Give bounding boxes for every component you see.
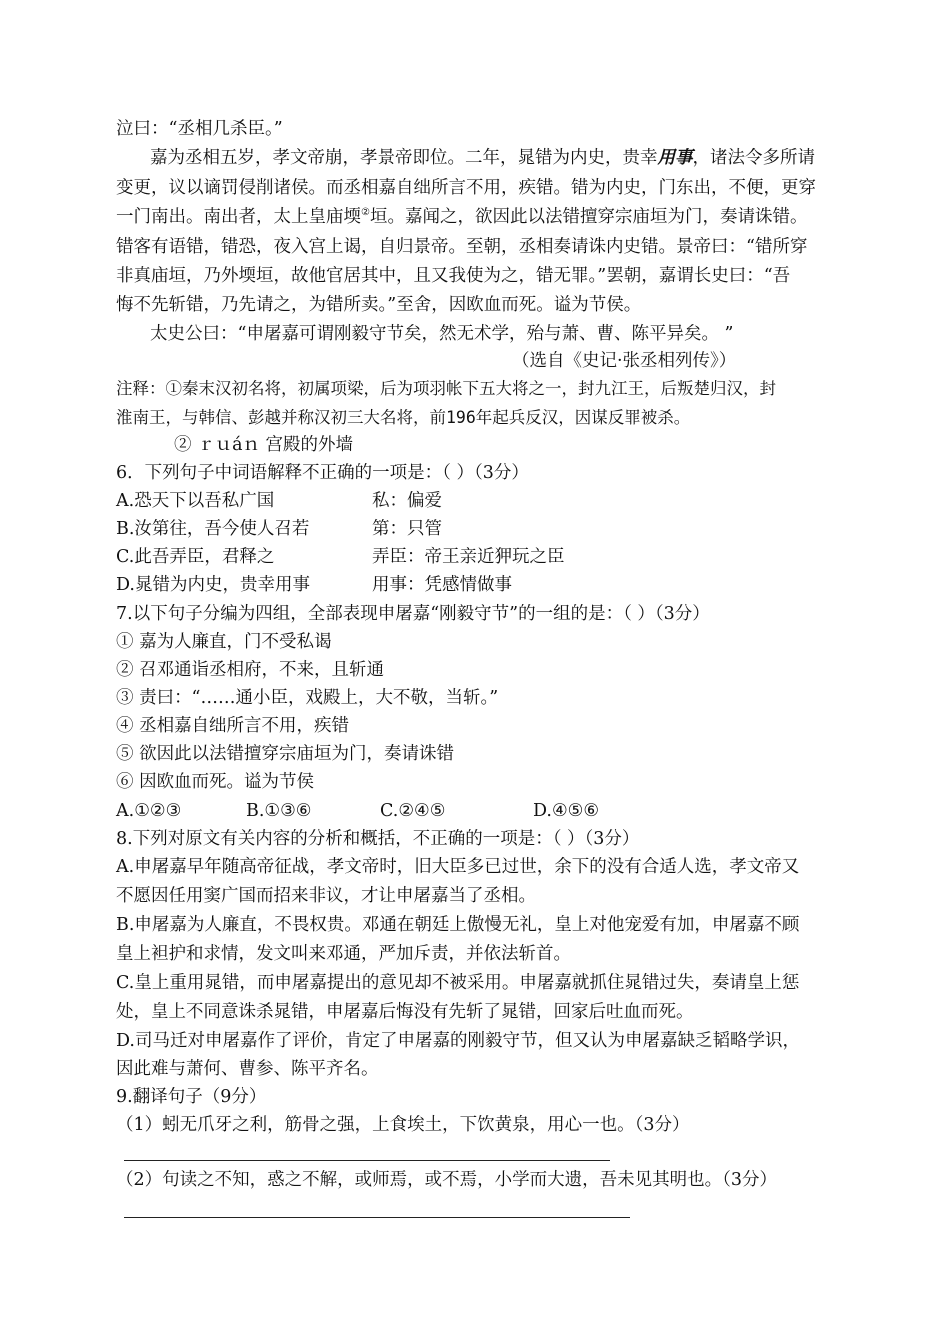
- footnote: 淮南王，与韩信、彭越并称汉初三大名将，前196年起兵反汉，因谋反罪被杀。: [116, 408, 691, 427]
- q8-option: A.申屠嘉早年随高帝征战，孝文帝时，旧大臣多已过世，余下的没有合适人选，孝文帝又: [116, 857, 800, 877]
- passage-line: 嘉为丞相五岁，孝文帝崩，孝景帝即位。二年，晁错为内史，贵幸用事，诸法令多所请: [150, 148, 815, 168]
- answer-line[interactable]: [124, 1217, 630, 1218]
- passage-line: 非真庙垣，乃外堧垣，故他官居其中，且又我使为之，错无罪。”罢朝，嘉谓长史曰：“吾: [116, 266, 791, 286]
- q7-choice: C.②④⑤: [380, 801, 446, 821]
- passage-line: 悔不先斩错，乃先请之，为错所卖。”至舍，因欧血而死。谥为节侯。: [116, 295, 642, 315]
- q7-item: ⑥ 因欧血而死。谥为节侯: [116, 772, 315, 792]
- passage-line: 泣曰：“丞相几杀臣。”: [116, 119, 283, 139]
- passage-line: 变更，议以谪罚侵削诸侯。而丞相嘉自绌所言不用，疾错。错为内史，门东出，不便，更穿: [116, 178, 816, 198]
- question-7-stem: 7.以下句子分编为四组，全部表现申屠嘉“刚毅守节”的一组的是：（ ）（3分）: [116, 604, 710, 624]
- q6-option-gloss: 弄臣：帝王亲近狎玩之臣: [372, 547, 565, 567]
- q7-item: ② 召邓通诣丞相府，不来，且斩通: [116, 660, 385, 680]
- q8-option: D.司马迁对申屠嘉作了评价，肯定了申屠嘉的刚毅守节，但又认为申屠嘉缺乏韬略学识，: [116, 1031, 800, 1051]
- q7-item: ③ 责曰：“……通小臣，戏殿上，大不敬，当斩。”: [116, 688, 499, 708]
- q7-item: ④ 丞相嘉自绌所言不用，疾错: [116, 716, 350, 736]
- question-9-stem: 9.翻译句子（9分）: [116, 1087, 267, 1107]
- q9-sentence: （1）蚓无爪牙之利，筋骨之强，上食埃土，下饮黄泉，用心一也。（3分）: [116, 1115, 690, 1135]
- q6-option: C.此吾弄臣，君释之: [116, 547, 275, 567]
- emphasized-term: 用事: [657, 148, 693, 168]
- footnote: ② ｒｕáｎ 宫殿的外墙: [174, 435, 354, 455]
- q7-item: ⑤ 欲因此以法错擅穿宗庙垣为门，奏请诛错: [116, 744, 455, 764]
- q6-option: A.恐天下以吾私广国: [116, 491, 275, 511]
- passage-source: （选自《史记·张丞相列传》）: [512, 351, 737, 371]
- q7-item: ① 嘉为人廉直，门不受私谒: [116, 632, 332, 652]
- q6-option-gloss: 私：偏爱: [372, 491, 442, 511]
- q7-choice: A.①②③: [116, 801, 182, 821]
- q8-option: 因此难与萧何、曹参、陈平齐名。: [116, 1059, 379, 1079]
- footnote-marker: ②: [361, 207, 370, 219]
- q6-option-gloss: 第：只管: [372, 519, 442, 539]
- passage-line: 太史公曰：“申屠嘉可谓刚毅守节矣，然无术学，殆与萧、曹、陈平异矣。 ”: [150, 324, 734, 344]
- passage-line: 一门南出。南出者，太上皇庙堧②垣。嘉闻之，欲因此以法错擅穿宗庙垣为门，奏请诛错。: [116, 207, 808, 227]
- question-8-stem: 8.下列对原文有关内容的分析和概括，不正确的一项是：（ ）（3分）: [116, 829, 640, 849]
- q8-option: C.皇上重用晁错，而申屠嘉提出的意见却不被采用。申屠嘉就抓住晁错过失，奏请皇上惩: [116, 973, 800, 993]
- q6-option: B.汝第往，吾今使人召若: [116, 519, 310, 539]
- q8-option: 处，皇上不同意诛杀晁错，申屠嘉后悔没有先斩了晁错，回家后吐血而死。: [116, 1002, 694, 1022]
- passage-line: 错客有语错，错恐，夜入宫上谒，自归景帝。至朝，丞相奏请诛内史错。景帝曰：“错所穿: [116, 237, 808, 257]
- q6-option: D.晁错为内史，贵幸用事: [116, 575, 310, 595]
- question-6-stem: 6．下列句子中词语解释不正确的一项是：（ ）（3分）: [116, 463, 529, 483]
- answer-line[interactable]: [124, 1160, 610, 1161]
- q8-option: 不愿因任用窦广国而招来非议，才让申屠嘉当了丞相。: [116, 886, 536, 906]
- q9-sentence: （2）句读之不知，惑之不解，或师焉，或不焉，小学而大遗，吾未见其明也。（3分）: [116, 1170, 778, 1190]
- q7-choice: D.④⑤⑥: [533, 801, 600, 821]
- q8-option: 皇上袒护和求情，发文叫来邓通，严加斥责，并依法斩首。: [116, 944, 571, 964]
- q8-option: B.申屠嘉为人廉直，不畏权贵。邓通在朝廷上傲慢无礼，皇上对他宠爱有加，申屠嘉不顾: [116, 915, 800, 935]
- q6-option-gloss: 用事：凭感情做事: [372, 575, 512, 595]
- footnote: 注释：①秦末汉初名将，初属项梁，后为项羽帐下五大将之一，封九江王，后叛楚归汉，封: [116, 379, 776, 398]
- q7-choice: B.①③⑥: [246, 801, 312, 821]
